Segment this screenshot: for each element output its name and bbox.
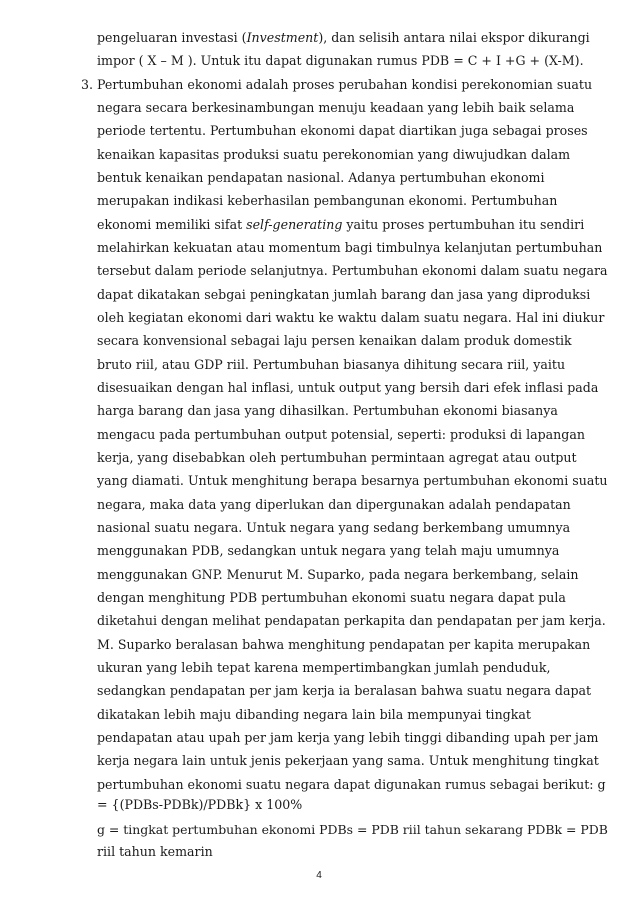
text-line: ukuran yang lebih tepat karena mempertimbangkan jumlah penduduk, xyxy=(97,660,551,675)
text-line: negara, maka data yang diperlukan dan dipergunakan adalah pendapatan xyxy=(97,497,571,512)
text-line: nasional suatu negara. Untuk negara yang sedang berkembang umumnya xyxy=(97,520,571,535)
text-line: pendapatan atau upah per jam kerja yang lebih tinggi dibanding upah per jam xyxy=(97,730,599,745)
text-run: yaitu proses pertumbuhan itu sendiri xyxy=(342,217,585,232)
text-line: merupakan indikasi keberhasilan pembangunan ekonomi. Pertumbuhan xyxy=(97,193,558,208)
page-number: 4 xyxy=(316,870,322,881)
text-line: tersebut dalam periode selanjutnya. Pertumbuhan ekonomi dalam suatu negara xyxy=(97,263,608,278)
text-line: sedangkan pendapatan per jam kerja ia beralasan bahwa suatu negara dapat xyxy=(97,683,592,698)
text-run: ekonomi memiliki sifat xyxy=(97,217,247,232)
text-line: dengan menghitung PDB pertumbuhan ekonomi suatu negara dapat pula xyxy=(97,590,566,605)
text-line: riil tahun kemarin xyxy=(97,844,213,859)
text-line: Pertumbuhan ekonomi adalah proses perubahan kondisi perekonomian suatu xyxy=(97,77,593,92)
text-run: ), dan selisih antara nilai ekspor dikurangi xyxy=(318,30,590,45)
text-line: diketahui dengan melihat pendapatan perkapita dan pendapatan per jam kerja. xyxy=(97,613,606,628)
text-line: M. Suparko beralasan bahwa menghitung pendapatan per kapita merupakan xyxy=(97,637,591,652)
text-line: kenaikan kapasitas produksi suatu perekonomian yang diwujudkan dalam xyxy=(97,147,571,162)
text-line xyxy=(97,216,584,233)
text-line: menggunakan GNP. Menurut M. Suparko, pada negara berkembang, selain xyxy=(97,567,579,582)
italic-term: Investment xyxy=(246,30,319,45)
text-line: dapat dikatakan sebgai peningkatan jumlah barang dan jasa yang diproduksi xyxy=(97,287,591,302)
italic-term: self-generating xyxy=(246,217,343,232)
text-line: dikatakan lebih maju dibanding negara lain bila mempunyai tingkat xyxy=(97,707,531,722)
text-line: bentuk kenaikan pendapatan nasional. Adanya pertumbuhan ekonomi xyxy=(97,170,545,185)
text-line: pertumbuhan ekonomi suatu negara dapat digunakan rumus sebagai berikut: g xyxy=(97,777,606,792)
text-line xyxy=(97,29,590,46)
text-line: oleh kegiatan ekonomi dari waktu ke waktu dalam suatu negara. Hal ini diukur xyxy=(97,310,605,325)
list-marker: 3. xyxy=(81,77,94,92)
text-line: periode tertentu. Pertumbuhan ekonomi dapat diartikan juga sebagai proses xyxy=(97,123,588,138)
text-line: g = tingkat pertumbuhan ekonomi PDBs = PDB riil tahun sekarang PDBk = PDB xyxy=(97,822,608,837)
formula-line: = {(PDBs-PDBk)/PDBk} x 100% xyxy=(97,797,303,812)
text-line: disesuaikan dengan hal inflasi, untuk output yang bersih dari efek inflasi pada xyxy=(97,380,599,395)
text-line: secara konvensional sebagai laju persen kenaikan dalam produk domestik xyxy=(97,333,572,348)
text-line: bruto riil, atau GDP riil. Pertumbuhan biasanya dihitung secara riil, yaitu xyxy=(97,357,566,372)
text-line: menggunakan PDB, sedangkan untuk negara yang telah maju umumnya xyxy=(97,543,560,558)
text-line: yang diamati. Untuk menghitung berapa besarnya pertumbuhan ekonomi suatu xyxy=(97,473,608,488)
text-line: impor ( X – M ). Untuk itu dapat digunakan rumus PDB = C + I +G + (X-M). xyxy=(97,53,584,68)
text-line: melahirkan kekuatan atau momentum bagi timbulnya kelanjutan pertumbuhan xyxy=(97,240,603,255)
text-line: kerja negara lain untuk jenis pekerjaan yang sama. Untuk menghitung tingkat xyxy=(97,753,599,768)
text-run: pengeluaran investasi ( xyxy=(97,30,247,45)
text-line: kerja, yang disebabkan oleh pertumbuhan permintaan agregat atau output xyxy=(97,450,577,465)
text-line: negara secara berkesinambungan menuju keadaan yang lebih baik selama xyxy=(97,100,575,115)
text-line: mengacu pada pertumbuhan output potensial, seperti: produksi di lapangan xyxy=(97,427,585,442)
text-line: harga barang dan jasa yang dihasilkan. Pertumbuhan ekonomi biasanya xyxy=(97,403,558,418)
